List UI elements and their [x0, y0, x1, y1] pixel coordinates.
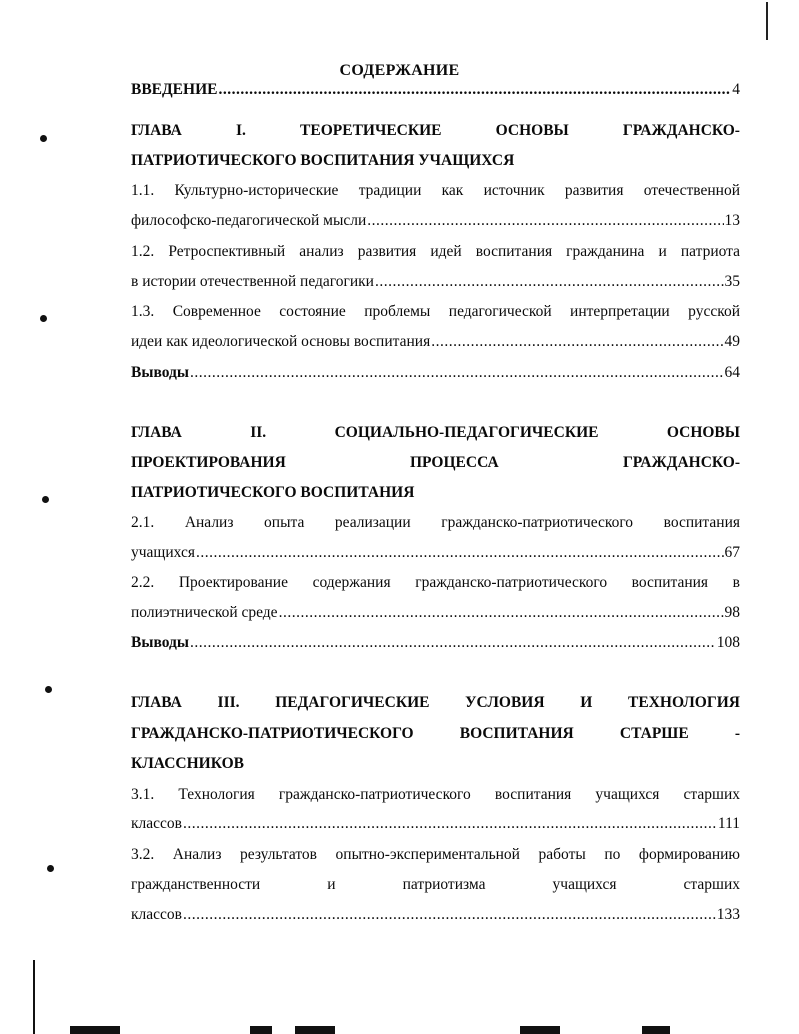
entry-word: гражданственности — [131, 876, 261, 893]
toc-entry-label: в истории отечественной педагогики — [131, 273, 374, 290]
heading-word: ГЛАВА — [131, 424, 182, 441]
leader-dots — [375, 273, 724, 291]
entry-word: учащихся — [552, 876, 617, 893]
binding-hole-mark — [45, 686, 52, 693]
toc-entry-2-2[interactable] — [131, 604, 740, 628]
page-number: 64 — [724, 364, 740, 381]
toc-entry-label: полиэтнической среде — [131, 604, 278, 621]
heading-word: СОЦИАЛЬНО-ПЕДАГОГИЧЕСКИЕ — [334, 424, 599, 441]
toc-entry-1-1[interactable] — [131, 212, 740, 236]
scan-edge-mark — [33, 960, 35, 1034]
scan-edge-mark — [766, 2, 768, 40]
toc-entry-conclusions-1[interactable] — [131, 364, 740, 388]
binding-hole-mark — [42, 496, 49, 503]
page-title: СОДЕРЖАНИЕ — [339, 62, 460, 79]
heading-word: ГЛАВА — [131, 122, 182, 139]
page-number: 49 — [724, 333, 740, 350]
chapter-heading — [131, 725, 740, 749]
leader-dots — [279, 604, 724, 622]
toc-entry-2-1[interactable] — [131, 544, 740, 568]
heading-word: ГРАЖДАНСКО-ПАТРИОТИЧЕСКОГО — [131, 725, 414, 742]
heading-word: ОСНОВЫ — [666, 424, 740, 441]
heading-word: ТЕХНОЛОГИЯ — [628, 694, 740, 711]
scan-bottom-artifact — [250, 1026, 272, 1034]
scan-bottom-artifact — [520, 1026, 560, 1034]
toc-entry-1-2[interactable] — [131, 273, 740, 297]
heading-word: III. — [217, 694, 240, 711]
chapter-heading-line: ПАТРИОТИЧЕСКОГО ВОСПИТАНИЯ УЧАЩИХСЯ — [131, 152, 515, 169]
entry-word: патриотизма — [402, 876, 486, 893]
page-number: 111 — [717, 815, 740, 832]
leader-dots — [183, 906, 716, 924]
entry-word: и — [327, 876, 336, 893]
leader-dots — [190, 634, 716, 652]
heading-word: II. — [250, 424, 267, 441]
toc-entry-label: философско-педагогической мысли — [131, 212, 367, 229]
page-number: 98 — [724, 604, 740, 621]
toc-entry-text: 1.1. Культурно-исторические традиции как источник развития отечественной — [131, 182, 740, 199]
leader-dots — [183, 815, 717, 833]
binding-hole-mark — [40, 135, 47, 142]
heading-word: ГЛАВА — [131, 694, 182, 711]
heading-word: ТЕОРЕТИЧЕСКИЕ — [300, 122, 442, 139]
heading-word: ОСНОВЫ — [495, 122, 569, 139]
page-number: 35 — [724, 273, 740, 290]
chapter-heading — [131, 454, 740, 478]
toc-entry-text: 2.1. Анализ опыта реализации гражданско-патриотического воспитания — [131, 514, 740, 531]
toc-entry-intro[interactable] — [131, 81, 740, 105]
page-number: 4 — [732, 81, 740, 98]
leader-dots — [431, 333, 723, 351]
toc-entry-1-3[interactable] — [131, 333, 740, 357]
page-number: 133 — [716, 906, 740, 923]
heading-word: ПЕДАГОГИЧЕСКИЕ — [275, 694, 430, 711]
toc-entry-text: 3.1. Технология гражданско-патриотического воспитания учащихся старших — [131, 786, 740, 803]
chapter-heading — [131, 122, 740, 146]
leader-dots — [367, 212, 723, 230]
leader-dots — [190, 364, 724, 382]
heading-word: ГРАЖДАНСКО- — [622, 454, 740, 471]
toc-entry-label: ВВЕДЕНИЕ — [131, 81, 218, 98]
heading-word: ПРОЦЕССА — [410, 454, 499, 471]
toc-entry-label: учащихся — [131, 544, 195, 561]
leader-dots — [218, 81, 731, 99]
heading-word: СТАРШЕ — [619, 725, 689, 742]
toc-entry-label: классов — [131, 815, 182, 832]
toc-entry-3-1[interactable] — [131, 815, 740, 839]
scan-bottom-artifact — [70, 1026, 120, 1034]
heading-word: ВОСПИТАНИЯ — [459, 725, 574, 742]
heading-word: - — [734, 725, 740, 742]
toc-entry-text: 2.2. Проектирование содержания гражданско-патриотического воспитания в — [131, 574, 740, 591]
heading-word: I. — [235, 122, 246, 139]
page-number: 13 — [724, 212, 740, 229]
binding-hole-mark — [40, 315, 47, 322]
toc-entry-text — [131, 876, 740, 900]
binding-hole-mark — [47, 865, 54, 872]
chapter-heading — [131, 694, 740, 718]
page-number: 108 — [716, 634, 740, 651]
leader-dots — [196, 544, 724, 562]
toc-entry-3-2[interactable] — [131, 906, 740, 930]
toc-entry-text: 1.3. Современное состояние проблемы педагогической интерпретации русской — [131, 303, 740, 320]
chapter-heading-line: ПАТРИОТИЧЕСКОГО ВОСПИТАНИЯ — [131, 484, 415, 501]
toc-entry-label: идеи как идеологической основы воспитания — [131, 333, 431, 350]
toc-entry-conclusions-2[interactable] — [131, 634, 740, 658]
toc-entry-text: 3.2. Анализ результатов опытно-экспериментальной работы по формированию — [131, 846, 740, 863]
heading-word: УСЛОВИЯ — [465, 694, 545, 711]
chapter-heading-line: КЛАССНИКОВ — [131, 755, 244, 772]
chapter-heading — [131, 424, 740, 448]
heading-word: ГРАЖДАНСКО- — [622, 122, 740, 139]
heading-word: ПРОЕКТИРОВАНИЯ — [131, 454, 286, 471]
heading-word: И — [580, 694, 593, 711]
toc-entry-label: Выводы — [131, 364, 189, 381]
toc-entry-text: 1.2. Ретроспективный анализ развития идей воспитания гражданина и патриота — [131, 243, 740, 260]
page-number: 67 — [724, 544, 740, 561]
entry-word: старших — [683, 876, 740, 893]
toc-entry-label: Выводы — [131, 634, 189, 651]
toc-entry-label: классов — [131, 906, 182, 923]
scan-bottom-artifact — [642, 1026, 670, 1034]
scan-bottom-artifact — [295, 1026, 335, 1034]
